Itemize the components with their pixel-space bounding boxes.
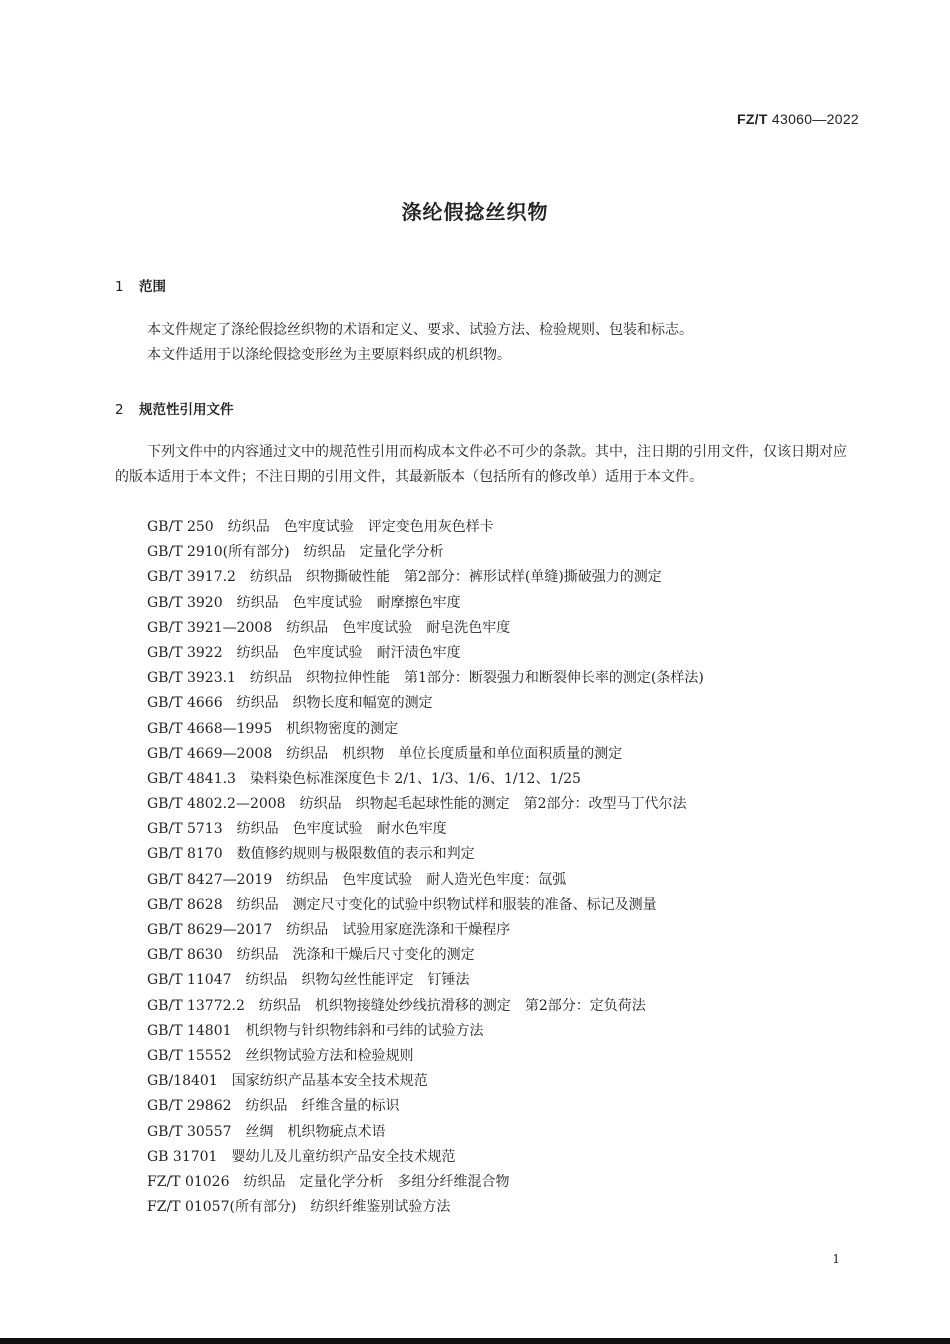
reference-title: 纺织品 色牢度试验 耐摩擦色牢度 — [236, 594, 461, 611]
reference-title: 纺织品 试验用家庭洗涤和干燥程序 — [286, 922, 511, 938]
reference-code: GB/T 4669—2008 — [147, 745, 273, 762]
reference-code: GB/18401 — [147, 1073, 218, 1090]
reference-title: 染料染色标准深度色卡 2/1、1/3、1/6、1/12、1/25 — [249, 770, 581, 787]
reference-item — [147, 742, 704, 767]
reference-title: 纺织纤维鉴别试验方法 — [310, 1199, 451, 1216]
reference-title: 纺织品 色牢度试验 耐汗渍色牢度 — [236, 644, 461, 661]
reference-code: GB/T 4841.3 — [147, 770, 236, 787]
reference-list — [147, 515, 704, 1220]
reference-code: GB 31701 — [147, 1148, 218, 1165]
reference-title: 纺织品 织物长度和幅宽的测定 — [236, 695, 433, 712]
standard-prefix: FZ/T — [736, 111, 768, 127]
reference-title: 纺织品 定量化学分析 多组分纤维混合物 — [243, 1173, 510, 1190]
section-2-title: 规范性引用文件 — [139, 402, 234, 418]
reference-title: 纺织品 织物勾丝性能评定 钉锤法 — [245, 972, 470, 989]
reference-title: 纺织品 织物起毛起球性能的测定 第2部分：改型马丁代尔法 — [299, 796, 687, 813]
reference-code: GB/T 14801 — [147, 1022, 232, 1039]
reference-code: GB/T 3920 — [147, 594, 223, 611]
page-number: 1 — [832, 1252, 840, 1266]
reference-title: 纺织品 色牢度试验 耐水色牢度 — [236, 821, 447, 838]
reference-code: FZ/T 01057(所有部分) — [147, 1199, 297, 1216]
reference-item — [147, 994, 704, 1019]
reference-title: 纺织品 织物拉伸性能 第1部分：断裂强力和断裂伸长率的测定(条样法) — [249, 670, 704, 687]
reference-title: 婴幼儿及儿童纺织产品安全技术规范 — [231, 1148, 456, 1165]
reference-item — [147, 893, 704, 918]
reference-item — [147, 666, 704, 691]
reference-code: GB/T 250 — [147, 519, 214, 535]
reference-item — [147, 1145, 704, 1170]
reference-item — [147, 691, 704, 716]
reference-code: GB/T 3922 — [147, 644, 223, 661]
reference-item — [147, 1120, 704, 1145]
reference-title: 纺织品 定量化学分析 — [303, 544, 444, 561]
reference-code: GB/T 8628 — [147, 896, 223, 913]
reference-item — [147, 943, 704, 968]
reference-code: GB/T 4802.2—2008 — [147, 796, 286, 813]
section-2-heading — [115, 398, 234, 418]
reference-code: GB/T 4668—1995 — [147, 720, 273, 737]
reference-title: 数值修约规则与极限数值的表示和判定 — [236, 846, 475, 863]
reference-title: 纺织品 机织物接缝处纱线抗滑移的测定 第2部分：定负荷法 — [258, 997, 646, 1014]
reference-item — [147, 767, 704, 792]
reference-title: 纺织品 测定尺寸变化的试验中织物试样和服装的准备、标记及测量 — [236, 896, 657, 913]
reference-code: GB/T 2910(所有部分) — [147, 544, 290, 561]
reference-code: GB/T 8629—2017 — [147, 922, 273, 938]
reference-code: GB/T 3917.2 — [147, 569, 236, 586]
reference-code: GB/T 13772.2 — [147, 997, 245, 1014]
section-2-number: 2 — [115, 402, 124, 418]
reference-code: GB/T 5713 — [147, 821, 223, 838]
reference-item — [147, 1094, 704, 1119]
bottom-rule — [0, 1338, 950, 1344]
section-1-heading — [115, 275, 166, 295]
reference-item — [147, 1019, 704, 1044]
reference-title: 纺织品 色牢度试验 评定变色用灰色样卡 — [227, 519, 494, 535]
reference-item — [147, 540, 704, 565]
standard-number: 43060—2022 — [771, 111, 859, 127]
reference-title: 丝织物试验方法和检验规则 — [245, 1047, 414, 1064]
reference-code: GB/T 8630 — [147, 947, 223, 964]
reference-item — [147, 968, 704, 993]
reference-item — [147, 918, 704, 943]
reference-code: GB/T 8427—2019 — [147, 871, 273, 888]
standard-code — [737, 111, 859, 127]
reference-code: GB/T 3921—2008 — [147, 619, 273, 636]
reference-title: 国家纺织产品基本安全技术规范 — [231, 1073, 428, 1090]
section-1-paragraph-1: 本文件规定了涤纶假捻丝织物的术语和定义、要求、试验方法、检验规则、包装和标志。 — [147, 322, 693, 338]
reference-title: 纺织品 洗涤和干燥后尺寸变化的测定 — [236, 947, 475, 964]
reference-item — [147, 717, 704, 742]
reference-title: 丝绸 机织物疵点术语 — [245, 1123, 386, 1140]
reference-title: 纺织品 色牢度试验 耐皂洗色牢度 — [286, 619, 511, 636]
section-2-intro: 下列文件中的内容通过文中的规范性引用而构成本文件必不可少的条款。其中，注日期的引用文件，仅该日期对应的版本适用于本文件；不注日期的引用文件，其最新版本（包括所有的修改单）适用于本文件。 — [115, 444, 847, 485]
reference-item — [147, 641, 704, 666]
reference-item — [147, 565, 704, 590]
reference-item — [147, 842, 704, 867]
reference-code: GB/T 11047 — [147, 972, 232, 989]
section-1-paragraph-2: 本文件适用于以涤纶假捻变形丝为主要原料织成的机织物。 — [147, 347, 511, 363]
reference-title: 纺织品 纤维含量的标识 — [245, 1098, 400, 1115]
reference-item — [147, 792, 704, 817]
reference-title: 机织物密度的测定 — [286, 720, 399, 737]
reference-item — [147, 1195, 704, 1220]
reference-item — [147, 515, 704, 540]
reference-title: 机织物与针织物纬斜和弓纬的试验方法 — [245, 1022, 484, 1039]
reference-code: GB/T 30557 — [147, 1123, 232, 1140]
reference-code: GB/T 29862 — [147, 1098, 232, 1115]
reference-code: GB/T 3923.1 — [147, 670, 236, 687]
reference-title: 纺织品 色牢度试验 耐人造光色牢度：氙弧 — [286, 871, 567, 888]
reference-item — [147, 868, 704, 893]
reference-item — [147, 1069, 704, 1094]
reference-code: GB/T 8170 — [147, 846, 223, 863]
section-1-number: 1 — [115, 279, 124, 295]
reference-code: GB/T 4666 — [147, 695, 223, 712]
reference-code: FZ/T 01026 — [147, 1173, 230, 1190]
reference-item — [147, 1044, 704, 1069]
reference-title: 纺织品 机织物 单位长度质量和单位面积质量的测定 — [286, 745, 623, 762]
reference-item — [147, 591, 704, 616]
document-title: 涤纶假捻丝织物 — [401, 200, 549, 224]
reference-item — [147, 1170, 704, 1195]
reference-code: GB/T 15552 — [147, 1047, 232, 1064]
section-1-title: 范围 — [139, 279, 166, 295]
reference-item — [147, 616, 704, 641]
reference-item — [147, 817, 704, 842]
reference-title: 纺织品 织物撕破性能 第2部分：裤形试样(单缝)撕破强力的测定 — [249, 569, 662, 586]
